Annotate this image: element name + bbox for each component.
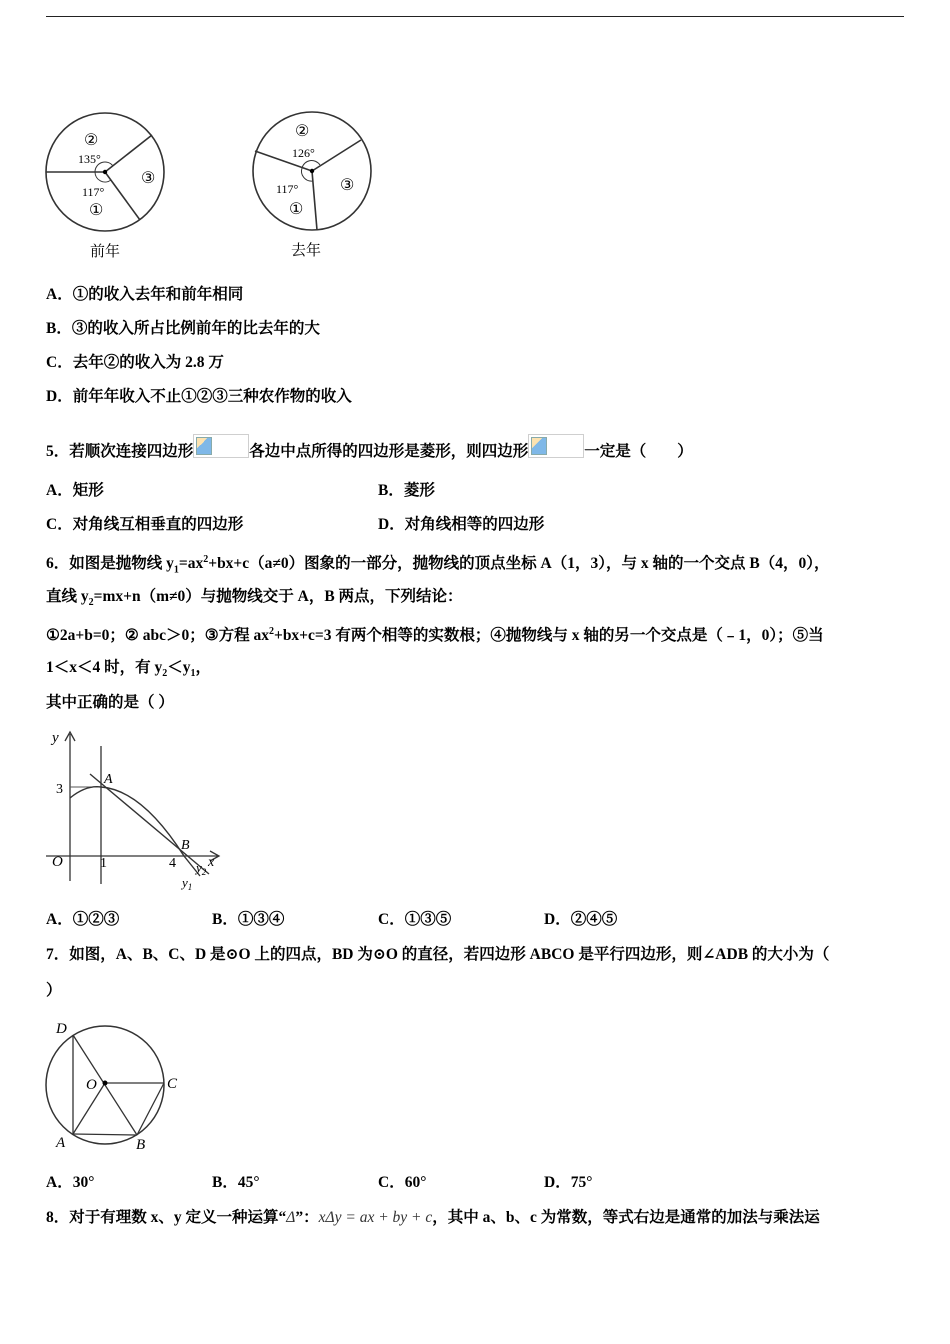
pie-chart-last-year <box>247 108 377 268</box>
pie1-label-2: ② <box>84 132 99 149</box>
pie2-label-3: ③ <box>340 177 355 194</box>
graph-tick-4: 4 <box>169 856 176 871</box>
q4-option-c: C．去年②的收入为 2.8 万 <box>46 354 224 371</box>
q7-option-a: A．30° <box>46 1174 95 1191</box>
q7-option-d: D．75° <box>544 1174 593 1191</box>
header-rule <box>46 16 904 17</box>
q4-option-d: D．前年年收入不止①②③三种农作物的收入 <box>46 388 352 405</box>
graph-x-axis-label: x <box>208 855 215 870</box>
pie1-label-1: ① <box>89 202 104 219</box>
parabola-graph <box>44 726 224 894</box>
pie2-year-label: 去年 <box>291 243 322 259</box>
pie1-angle-135: 135° <box>78 152 101 166</box>
q4-option-b: B．③的收入所占比例前年的比去年的大 <box>46 320 320 337</box>
q7-option-c: C．60° <box>378 1174 427 1191</box>
q6-option-d: D．②④⑤ <box>544 911 618 928</box>
pie1-label-3: ③ <box>141 170 156 187</box>
q7-option-b: B．45° <box>212 1174 260 1191</box>
q6-option-b: B．①③④ <box>212 911 285 928</box>
q6-line-1: 6．如图是抛物线 $y_1=ax^2+bx+c(a\ne 0)$图象的一部分，抛物线的顶点坐标 A（1，3），与 x 轴的一个交点 B（4，0）， <box>46 554 830 576</box>
graph-point-a: A <box>104 772 113 787</box>
q7-line-1: 7．如图，A、B、C、D 是⊙O 上的四点，BD 为⊙O 的直径，若四边形 ABCO 是平行四边形，则∠ADB 的大小为（ <box>46 946 830 963</box>
graph-tick-1: 1 <box>100 856 107 871</box>
broken-image-icon <box>528 434 584 458</box>
q5-option-d: D．对角线相等的四边形 <box>378 516 545 533</box>
broken-image-icon <box>193 434 249 458</box>
graph-origin-label: O <box>52 854 63 870</box>
pie2-angle-126: 126° <box>292 146 315 160</box>
pie2-label-2: ② <box>295 123 310 140</box>
q6-line-2: 直线 $y_2=mx+n(m\ne 0)$与抛物线交于 A，B 两点，下列结论： <box>46 588 463 609</box>
circle-point-a: A <box>56 1135 66 1151</box>
circle-diagram <box>44 1016 186 1154</box>
q5-stem-part2: 各边中点所得的四边形是菱形，则四边形 <box>249 443 529 460</box>
circle-point-c: C <box>167 1076 178 1092</box>
q5-stem-part3: 一定是（ ） <box>584 443 693 460</box>
pie1-angle-117: 117° <box>82 185 105 199</box>
q5-stem-part1: 5．若顺次连接四边形 <box>46 443 194 460</box>
q6-line-5: 其中正确的是（ ） <box>46 694 174 711</box>
graph-tick-3: 3 <box>56 782 63 797</box>
q5-stem <box>46 434 693 462</box>
q7-line-2: ） <box>46 982 62 999</box>
q6-option-c: C．①③⑤ <box>378 911 452 928</box>
q8-formula: xΔy = ax + by + c <box>318 1209 433 1226</box>
circle-point-b: B <box>136 1137 146 1153</box>
graph-label-y1: $y_1$ <box>182 875 193 892</box>
q4-option-a: A．①的收入去年和前年相同 <box>46 286 244 303</box>
graph-point-b: B <box>181 838 190 853</box>
circle-point-o: O <box>86 1077 97 1093</box>
q5-option-a: A．矩形 <box>46 482 104 499</box>
q6-line-4: 1＜x＜4 时，有 $y_2<y_1$， <box>46 659 212 680</box>
circle-point-d: D <box>56 1021 67 1037</box>
pie-chart-previous-year <box>40 108 170 268</box>
graph-label-y2: $y_2$ <box>196 860 207 877</box>
pie2-angle-117: 117° <box>276 182 299 196</box>
pie2-label-1: ① <box>289 201 304 218</box>
q5-option-b: B．菱形 <box>378 482 435 499</box>
q8-line-1: 8．对于有理数 x、y 定义一种运算“Δ”：xΔy = ax + by + c，其中 a、b、c 为常数，等式右边是通常的加法与乘法运 <box>46 1209 820 1226</box>
graph-y-axis-label: y <box>52 730 59 746</box>
q6-line-3: ①2a+b=0；② abc＞0；③方程 $ax^2+bx+c=3$ 有两个相等的实数根；④抛物线与 x 轴的另一个交点是（﹣1，0）；⑤当 <box>46 626 824 645</box>
pie1-year-label: 前年 <box>90 244 121 260</box>
q5-option-c: C．对角线互相垂直的四边形 <box>46 516 244 533</box>
q6-option-a: A．①②③ <box>46 911 120 928</box>
